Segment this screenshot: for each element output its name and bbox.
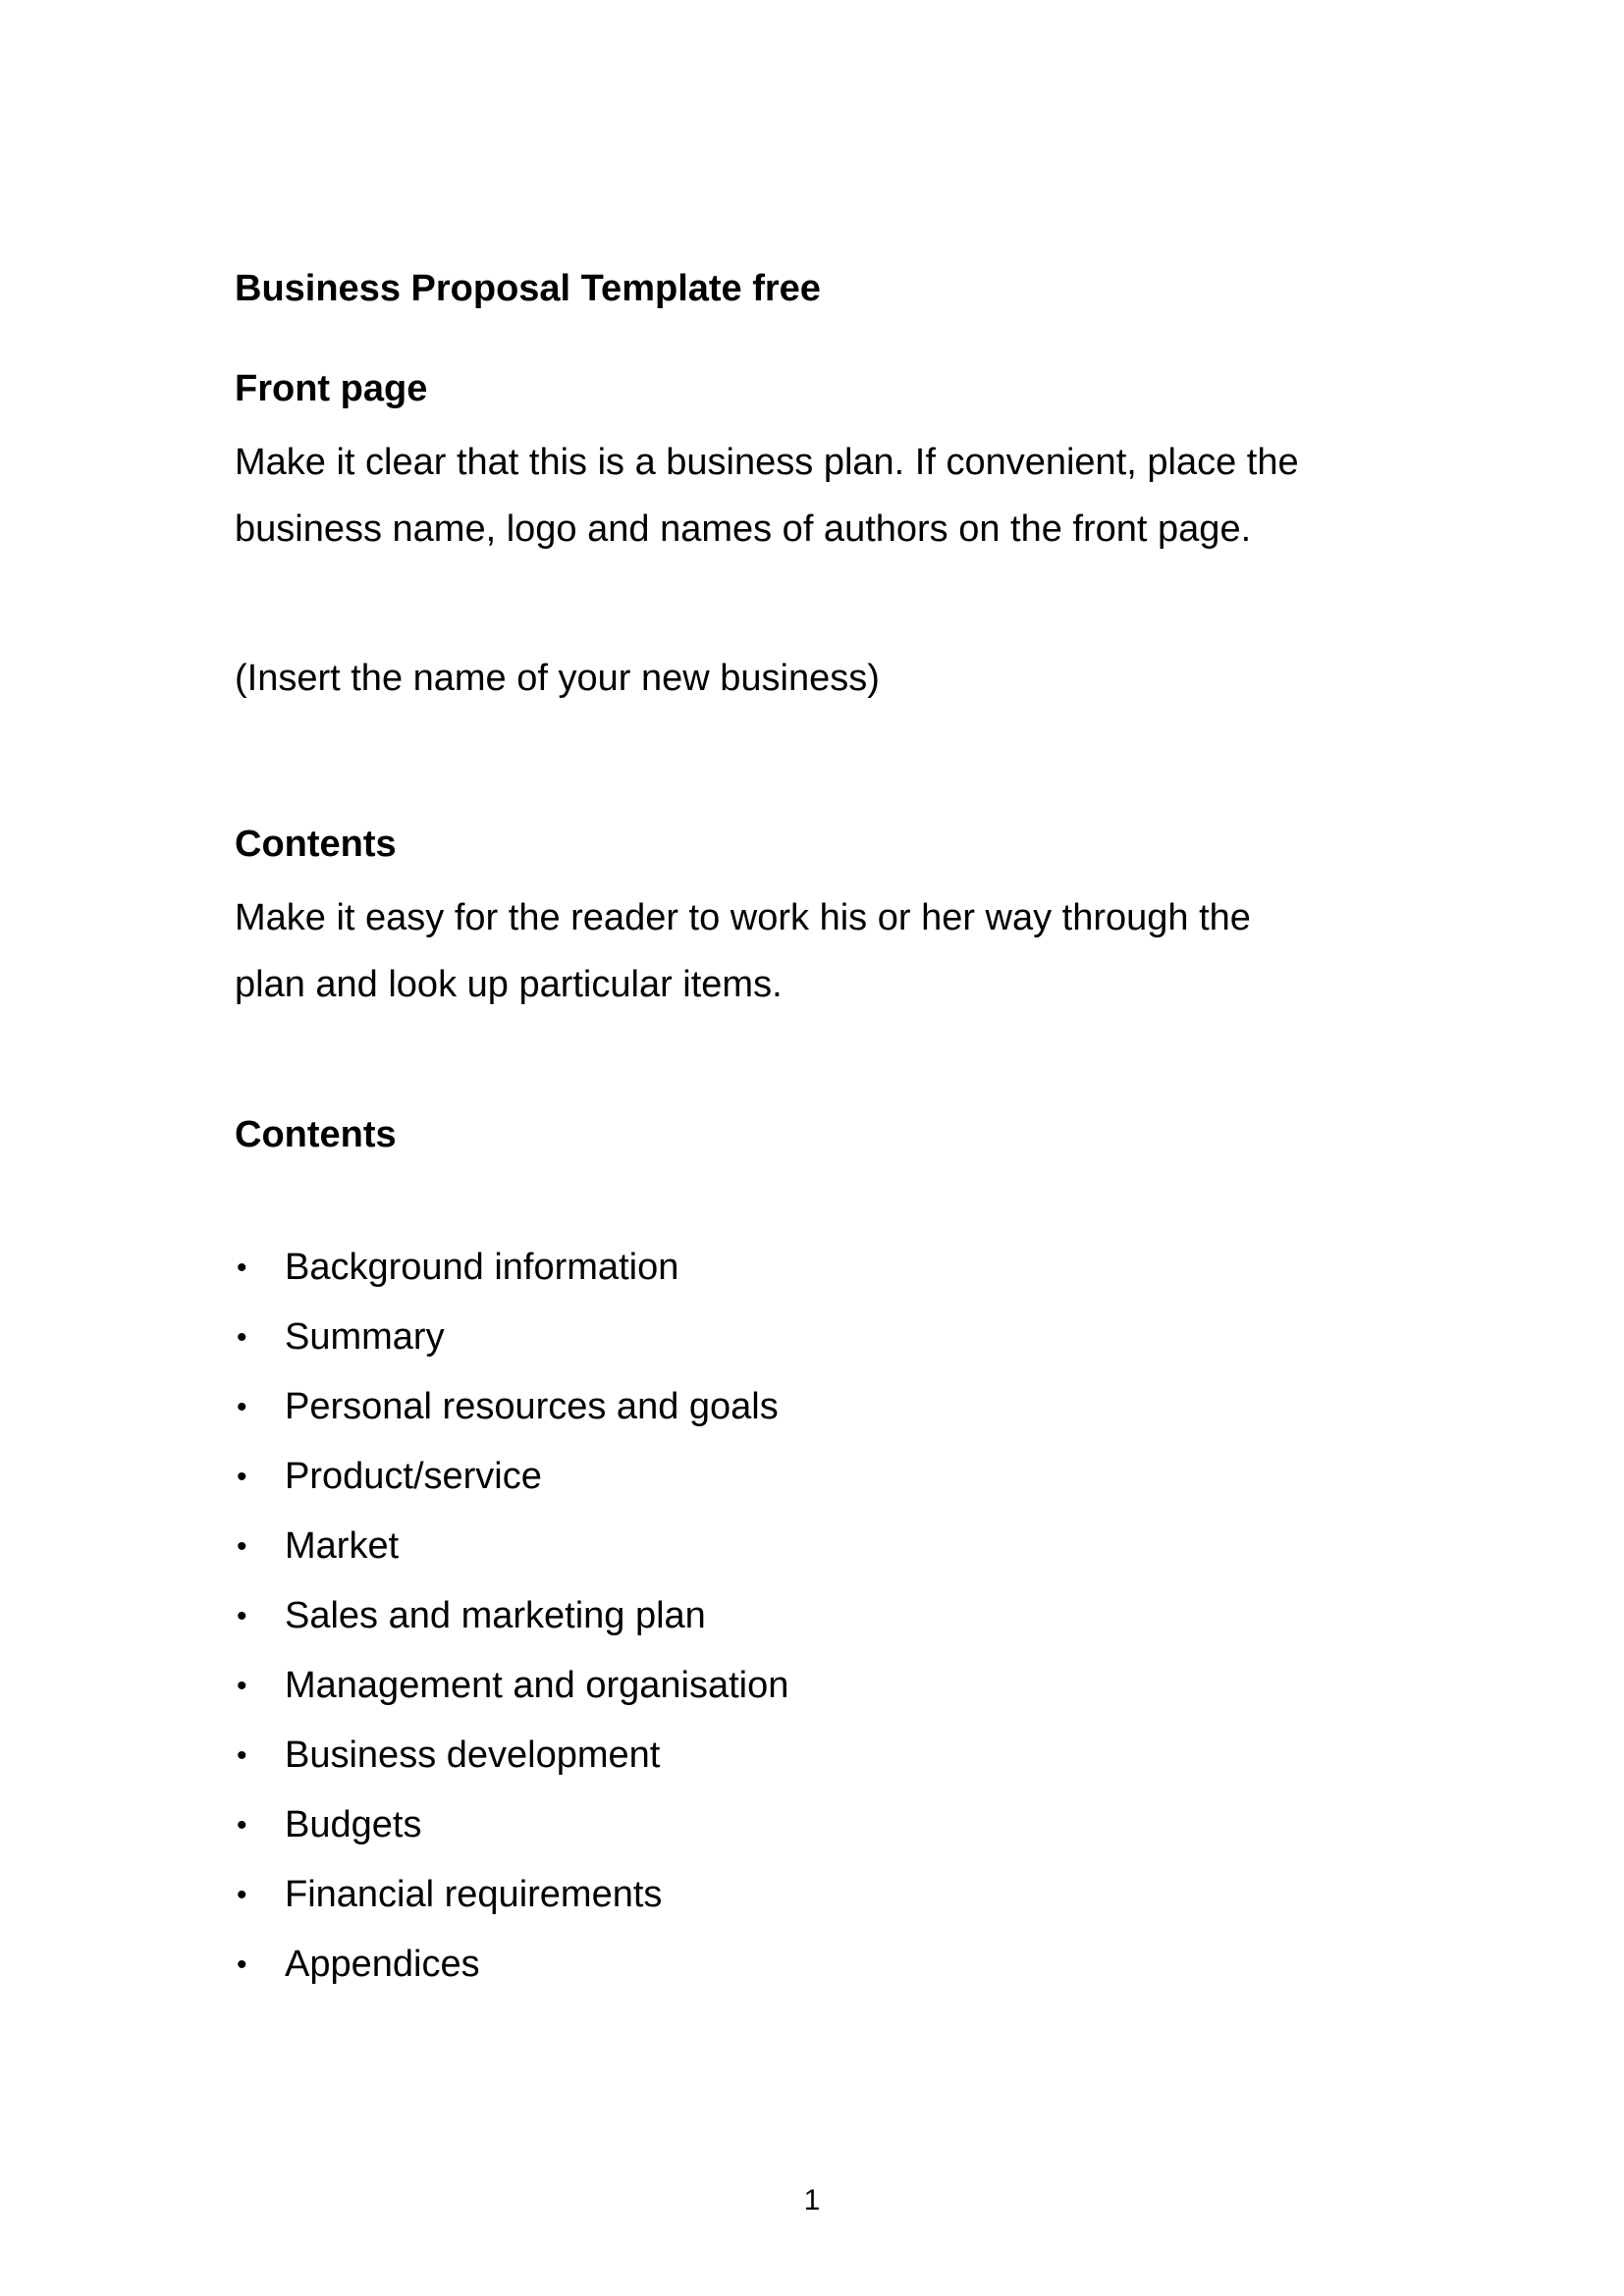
contents-intro-description (235, 884, 1251, 1018)
list-item-label: Budgets (285, 1804, 422, 1845)
bullet-icon: • (237, 1252, 247, 1284)
bullet-icon: • (237, 1670, 247, 1702)
bullet-icon: • (237, 1949, 247, 1981)
list-item-label: Personal resources and goals (285, 1386, 779, 1427)
contents-intro-text-line: plan and look up particular items. (235, 964, 783, 1005)
bullet-icon: • (237, 1391, 247, 1423)
document-title: Business Proposal Template free (235, 268, 821, 309)
front-page-heading: Front page (235, 368, 428, 409)
bullet-icon: • (237, 1879, 247, 1911)
contents-intro-text-line: Make it easy for the reader to work his or her way through the (235, 897, 1251, 938)
list-item-label: Product/service (285, 1456, 542, 1497)
list-item-label: Market (285, 1525, 400, 1567)
front-page-text-line: Make it clear that this is a business plan. If convenient, place the (235, 442, 1299, 483)
list-item-label: Business development (285, 1735, 661, 1776)
business-name-placeholder: (Insert the name of your new business) (235, 658, 880, 699)
page-number: 1 (803, 2184, 821, 2216)
bullet-icon: • (237, 1530, 247, 1563)
list-item-label: Sales and marketing plan (285, 1595, 706, 1636)
list-item-label: Appendices (285, 1944, 480, 1985)
bullet-icon: • (237, 1600, 247, 1632)
front-page-text-line: business name, logo and names of authors on the front page. (235, 508, 1252, 550)
bullet-icon: • (237, 1321, 247, 1354)
list-item-label: Background information (285, 1247, 679, 1288)
contents-intro-heading: Contents (235, 824, 397, 865)
contents-list-heading: Contents (235, 1114, 397, 1155)
list-item-label: Financial requirements (285, 1874, 663, 1915)
bullet-icon: • (237, 1461, 247, 1493)
bullet-icon: • (237, 1809, 247, 1842)
bullet-icon: • (237, 1739, 247, 1772)
list-item-label: Summary (285, 1316, 445, 1358)
list-item-label: Management and organisation (285, 1665, 789, 1706)
front-page-description (235, 429, 1299, 562)
